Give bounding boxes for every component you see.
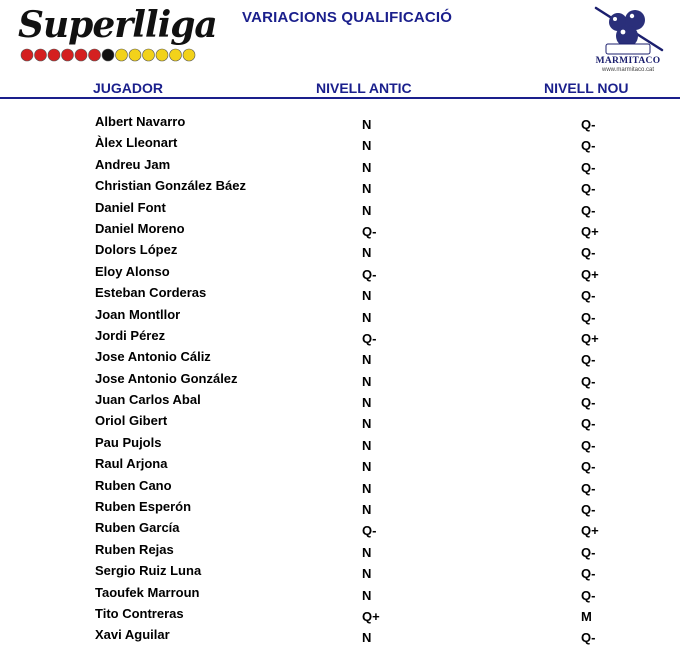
table-row <box>0 456 680 477</box>
old-level: N <box>362 544 372 560</box>
player-name: Christian González Báez <box>95 178 246 194</box>
player-name: Joan Montllor <box>95 306 181 322</box>
table-row <box>0 307 680 328</box>
old-level: N <box>362 373 372 389</box>
table-row <box>0 157 680 178</box>
ball-icon <box>102 49 114 61</box>
table-row <box>0 328 680 349</box>
player-name: Ruben García <box>95 520 180 536</box>
ball-icon <box>156 49 168 61</box>
table-row <box>0 135 680 156</box>
player-name: Tito Contreras <box>95 605 184 621</box>
table-row <box>0 242 680 263</box>
old-level: N <box>362 566 372 582</box>
ball-icon <box>116 49 128 61</box>
player-name: Andreu Jam <box>95 156 171 172</box>
table-row <box>0 606 680 627</box>
brand-url: www.marmitaco.cat <box>601 67 654 73</box>
ball-icon <box>143 49 155 61</box>
new-level: Q- <box>581 630 596 646</box>
table-row <box>0 114 680 135</box>
new-level: Q- <box>581 202 596 218</box>
new-level: Q- <box>581 138 596 154</box>
ball-icon <box>21 49 33 61</box>
header-divider <box>0 97 680 99</box>
new-level: Q+ <box>581 266 599 282</box>
player-name: Eloy Alonso <box>95 263 170 279</box>
billiard-cue-icon <box>588 4 668 56</box>
player-name: Xavi Aguilar <box>95 627 170 643</box>
ball-icon <box>75 49 87 61</box>
old-level: N <box>362 245 372 261</box>
player-name: Taoufek Marroun <box>95 584 200 600</box>
old-level: Q- <box>362 223 377 239</box>
new-level: Q- <box>581 309 596 325</box>
new-level: Q- <box>581 373 596 389</box>
table-row <box>0 585 680 606</box>
ball-icon <box>89 49 101 61</box>
new-level: Q+ <box>581 523 599 539</box>
table-row <box>0 349 680 370</box>
table-row <box>0 221 680 242</box>
player-name: Sergio Ruiz Luna <box>95 563 202 579</box>
table-row <box>0 371 680 392</box>
old-level: N <box>362 630 372 646</box>
old-level: N <box>362 587 372 603</box>
billiard-balls-icon <box>20 48 200 62</box>
old-level: N <box>362 288 372 304</box>
player-name: Oriol Gibert <box>95 413 168 429</box>
old-level: N <box>362 309 372 325</box>
old-level: N <box>362 117 372 132</box>
player-name: Albert Navarro <box>95 114 186 129</box>
player-name: Ruben Cano <box>95 477 172 493</box>
ball-icon <box>129 49 141 61</box>
superlliga-logo-text: Superlliga <box>18 4 217 46</box>
table-row <box>0 285 680 306</box>
ball-icon <box>170 49 182 61</box>
old-level: N <box>362 202 372 218</box>
player-name: Dolors López <box>95 242 178 258</box>
table-row <box>0 413 680 434</box>
player-name: Daniel Moreno <box>95 220 185 236</box>
player-name: Juan Carlos Abal <box>95 392 201 408</box>
player-name: Jose Antonio Cáliz <box>95 349 211 365</box>
old-level: N <box>362 416 372 432</box>
new-level: Q- <box>581 352 596 368</box>
new-level: Q- <box>581 245 596 261</box>
table-row <box>0 542 680 563</box>
old-level: Q- <box>362 266 377 282</box>
ball-icon <box>35 49 47 61</box>
column-header-player: JUGADOR <box>93 80 164 96</box>
table-row <box>0 392 680 413</box>
player-name: Pau Pujols <box>95 434 162 450</box>
column-header-new-level: NIVELL NOU <box>544 80 629 96</box>
old-level: N <box>362 138 372 154</box>
new-level: Q- <box>581 181 596 197</box>
new-level: M <box>581 608 592 624</box>
new-level: Q+ <box>581 223 599 239</box>
new-level: Q+ <box>581 330 599 346</box>
table-row <box>0 520 680 541</box>
marmitaco-logo <box>588 4 668 74</box>
table-row <box>0 563 680 584</box>
table-header <box>0 80 680 96</box>
new-level: Q- <box>581 502 596 518</box>
old-level: N <box>362 395 372 411</box>
old-level: N <box>362 502 372 518</box>
player-name: Raul Arjona <box>95 456 168 472</box>
player-name: Jordi Pérez <box>95 327 166 343</box>
table-row <box>0 200 680 221</box>
table-row <box>0 178 680 199</box>
player-name: Jose Antonio González <box>95 370 238 386</box>
old-level: N <box>362 480 372 496</box>
players-table <box>0 114 680 649</box>
new-level: Q- <box>581 459 596 475</box>
table-row <box>0 499 680 520</box>
ball-icon <box>183 49 195 61</box>
new-level: Q- <box>581 566 596 582</box>
new-level: Q- <box>581 480 596 496</box>
player-name: Ruben Rejas <box>95 541 174 557</box>
old-level: N <box>362 181 372 197</box>
old-level: Q- <box>362 523 377 539</box>
new-level: Q- <box>581 544 596 560</box>
new-level: Q- <box>581 437 596 453</box>
new-level: Q- <box>581 416 596 432</box>
new-level: Q- <box>581 288 596 304</box>
old-level: Q- <box>362 330 377 346</box>
new-level: Q- <box>581 159 596 175</box>
player-name: Esteban Corderas <box>95 285 207 301</box>
ball-icon <box>48 49 60 61</box>
old-level: N <box>362 352 372 368</box>
old-level: N <box>362 459 372 475</box>
old-level: N <box>362 437 372 453</box>
column-header-old-level: NIVELL ANTIC <box>316 80 412 96</box>
page-title: VARIACIONS QUALIFICACIÓ <box>242 9 453 26</box>
new-level: Q- <box>581 587 596 603</box>
player-name: Daniel Font <box>95 199 166 215</box>
new-level: Q- <box>581 117 596 132</box>
new-level: Q- <box>581 395 596 411</box>
brand-name: MARMITACO <box>595 56 661 66</box>
table-row <box>0 264 680 285</box>
old-level: Q+ <box>362 608 380 624</box>
ball-icon <box>62 49 74 61</box>
table-row <box>0 627 680 648</box>
table-row <box>0 478 680 499</box>
old-level: N <box>362 159 372 175</box>
player-name: Ruben Esperón <box>95 499 192 515</box>
superlliga-logo <box>14 4 217 64</box>
table-row <box>0 435 680 456</box>
player-name: Àlex Lleonart <box>95 135 178 151</box>
